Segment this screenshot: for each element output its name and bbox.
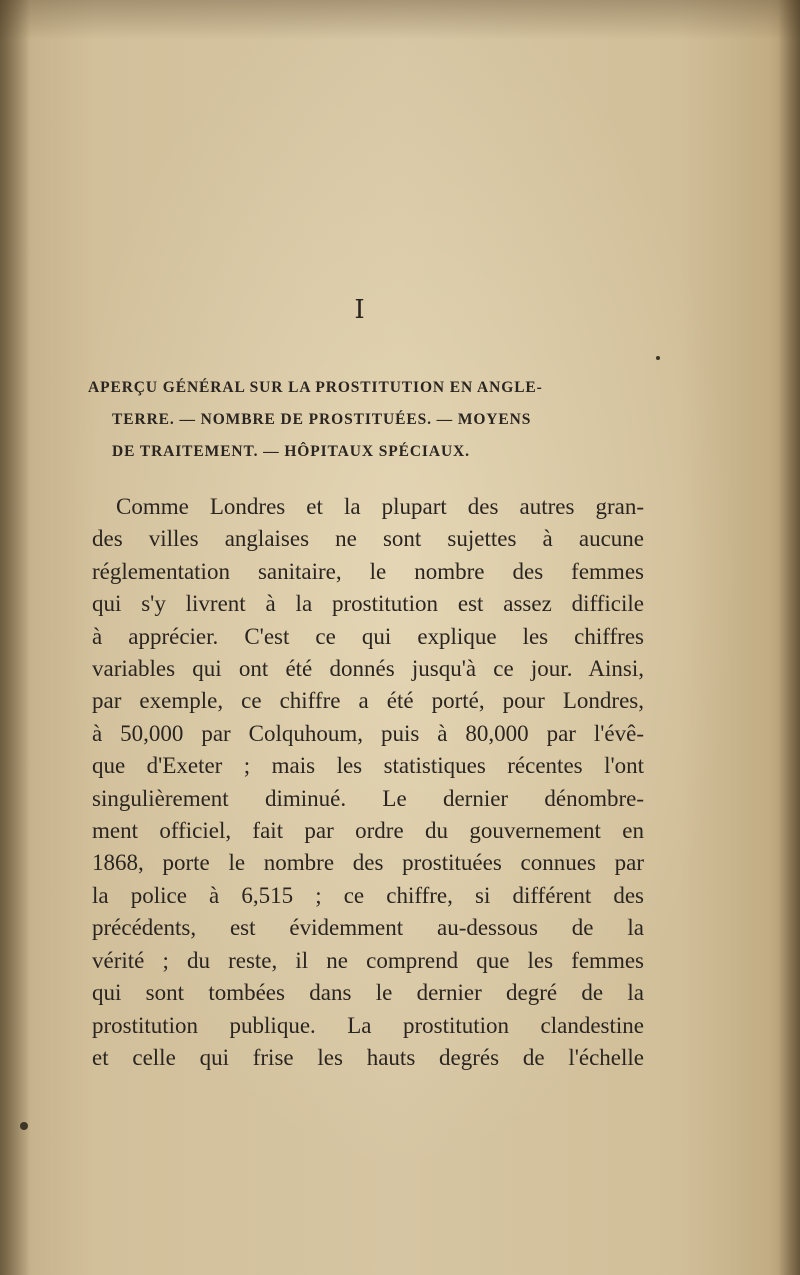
body-line: à 50,000 par Colquhoum, puis à 80,000 par l'évê- bbox=[92, 720, 644, 746]
body-line: à apprécier. C'est ce qui explique les chiffres bbox=[92, 623, 644, 649]
body-line: et celle qui frise les hauts degrés de l'échelle bbox=[92, 1044, 644, 1070]
body-line: que d'Exeter ; mais les statistiques récentes l'ont bbox=[92, 753, 644, 779]
heading-line: TERRE. — NOMBRE DE PROSTITUÉES. — MOYENS bbox=[112, 411, 532, 428]
body-line: Comme Londres et la plupart des autres gran- bbox=[116, 494, 644, 519]
body-line: 1868, porte le nombre des prostituées connues par bbox=[92, 850, 644, 876]
body-line: ment officiel, fait par ordre du gouvernement en bbox=[92, 818, 644, 844]
page-edge-right bbox=[778, 0, 800, 1275]
chapter-heading bbox=[88, 372, 648, 468]
body-line: singulièrement diminué. Le dernier dénombre- bbox=[92, 785, 644, 811]
body-line: précédents, est évidemment au-dessous de la bbox=[92, 915, 644, 941]
body-line: vérité ; du reste, il ne comprend que les femmes bbox=[92, 947, 644, 973]
body-line: par exemple, ce chiffre a été porté, pour Londres, bbox=[92, 688, 644, 714]
body-line: prostitution publique. La prostitution clandestine bbox=[92, 1012, 644, 1038]
page-edge-left bbox=[0, 0, 30, 1275]
body-line: qui s'y livrent à la prostitution est assez difficile bbox=[92, 591, 644, 617]
body-line: qui sont tombées dans le dernier degré de la bbox=[92, 980, 644, 1006]
body-line: variables qui ont été donnés jusqu'à ce jour. Ainsi, bbox=[92, 656, 644, 682]
heading-line: DE TRAITEMENT. — HÔPITAUX SPÉCIAUX. bbox=[112, 443, 470, 460]
chapter-numeral: I bbox=[354, 295, 366, 325]
heading-line: APERÇU GÉNÉRAL SUR LA PROSTITUTION EN ANGLE- bbox=[88, 379, 543, 396]
ink-speck bbox=[20, 1122, 28, 1130]
ink-speck bbox=[656, 356, 660, 360]
body-paragraph bbox=[92, 491, 644, 1074]
body-line: des villes anglaises ne sont sujettes à aucune bbox=[92, 526, 644, 552]
body-line: la police à 6,515 ; ce chiffre, si différent des bbox=[92, 882, 644, 908]
page-edge-top bbox=[0, 0, 800, 40]
body-line: réglementation sanitaire, le nombre des femmes bbox=[92, 558, 644, 584]
